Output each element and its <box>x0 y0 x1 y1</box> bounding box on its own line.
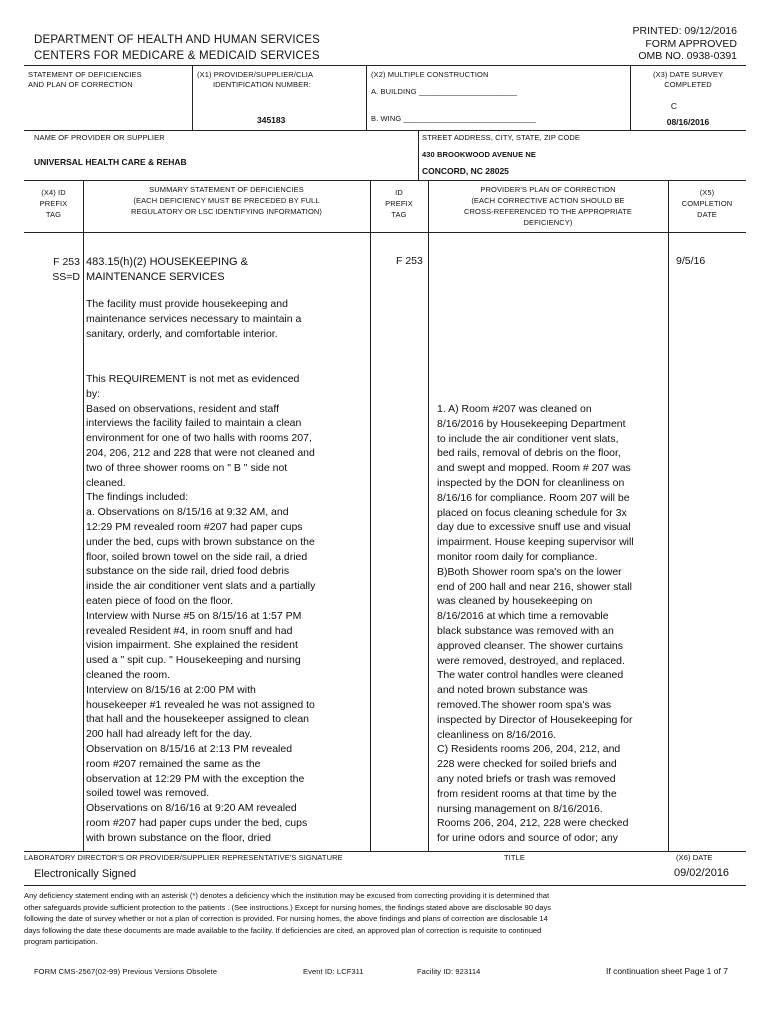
provider-id-label: IDENTIFICATION NUMBER: <box>213 80 311 89</box>
header-line: TAG <box>45 210 62 219</box>
signature-date: 09/02/2016 <box>674 867 730 879</box>
form-number: FORM CMS-2567(02-99) Previous Versions Obsolete <box>34 967 218 976</box>
column-divider <box>366 65 367 130</box>
findings-text: This REQUIREMENT is not met as evidenced by: Based on observations, resident and staff interviews the facility failed to maintain a clean environment for one of two halls with rooms 207, 204, 206, 212 and 228 that were not cleaned and two of three shower rooms on " B " side not cleaned. The findings included: a. Observations on 8/15/16 at 9:32 AM, and 12:29 PM revealed room #207 had paper cups under the bed, cups with brown substance on the floor, soiled brown towel on the side rail, a dried substance on the side rail, dried food debris inside the air conditioner vent slats and a partially eaten piece of food on the floor. Interview with Nurse #5 on 8/15/16 at 1:57 PM revealed Resident #4, in room snuff and had vision impairment. She explained the resident used a " spit cup. " Housekeeping and nursing cleaned the room. Interview on 8/15/16 at 2:00 PM with housekeeper #1 revealed he was not assigned to that hall and the housekeeper assigned to clean 200 hall had already left for the day. Observation on 8/15/16 at 2:13 PM revealed room #207 remained the same as the observation at 12:29 PM with the exception the soiled towel was removed. Observations on 8/16/16 at 9:20 AM revealed room #207 had paper cups under the bed, cups with brown substance on the floor, dried <box>86 373 316 844</box>
header-line: SUMMARY STATEMENT OF DEFICIENCIES <box>149 185 304 194</box>
street-address: 430 BROOKWOOD AVENUE NE <box>422 150 536 159</box>
header-line: CROSS-REFERENCED TO THE APPROPRIATE <box>464 207 632 216</box>
column-divider <box>192 65 193 130</box>
facility-id: Facility ID: 923114 <box>417 967 481 976</box>
provider-id-label: (X1) PROVIDER/SUPPLIER/CLIA <box>197 70 314 79</box>
date-survey-label: COMPLETED <box>664 80 712 89</box>
deficiency-title: 483.15(h)(2) HOUSEKEEPING & MAINTENANCE SERVICES <box>86 256 249 283</box>
signature-label: LABORATORY DIRECTOR'S OR PROVIDER/SUPPLIER REPRESENTATIVE'S SIGNATURE <box>24 853 343 862</box>
title-label: TITLE <box>504 853 525 862</box>
printed-date: PRINTED: 09/12/2016 <box>632 25 737 37</box>
omb-number: OMB NO. 0938-0391 <box>638 50 737 62</box>
table-row-divider <box>24 180 746 181</box>
header-line: PREFIX <box>385 199 413 208</box>
signature-date-label: (X6) DATE <box>676 853 713 862</box>
signature-bottom-border <box>24 885 746 886</box>
date-survey-label: (X3) DATE SURVEY <box>652 70 724 79</box>
multiple-construction-label: (X2) MULTIPLE CONSTRUCTION <box>371 70 489 79</box>
form-approved-label: FORM APPROVED <box>645 38 737 50</box>
requirement-text: The facility must provide housekeeping and maintenance services necessary to maintain a sanitary, orderly, and comfortable interior. <box>86 298 302 340</box>
department-name: DEPARTMENT OF HEALTH AND HUMAN SERVICES <box>34 34 320 46</box>
header-line: (X5) <box>699 188 715 197</box>
scope-severity: SS=D <box>52 271 80 283</box>
header-line: DATE <box>697 210 717 219</box>
column-divider <box>668 180 669 851</box>
provider-name-label: NAME OF PROVIDER OR SUPPLIER <box>34 133 165 142</box>
agency-name: CENTERS FOR MEDICARE & MEDICAID SERVICES <box>34 50 320 62</box>
table-top-border <box>24 65 746 66</box>
provider-name: UNIVERSAL HEALTH CARE & REHAB <box>34 157 187 167</box>
city-state-zip: CONCORD, NC 28025 <box>422 166 509 176</box>
plan-tag: F 253 <box>396 255 423 267</box>
header-line: (X4) ID <box>41 188 66 197</box>
provider-id-number: 345183 <box>257 115 286 125</box>
column-divider <box>83 180 84 851</box>
disclaimer-text: Any deficiency statement ending with an asterisk (*) denotes a deficiency which the institution may be excused from correcting providing it is determined that other safeguards provide sufficient protection to the patients . (See instructions.) Except for nursing homes, the findings stated above are disclosable 90 days following the date of survey whether or not a plan of correction is provided. For nursing homes, the above findings and plans of correction are disclosable 14 days following the date these documents are made available to the facility. If deficiencies are cited, an approved plan of correction is requisite to continued program participation. <box>24 891 552 947</box>
f-tag: F 253 <box>53 256 80 268</box>
header-line: REGULATORY OR LSC IDENTIFYING INFORMATION) <box>130 207 323 216</box>
event-id: Event ID: LCF311 <box>303 967 364 976</box>
header-line: PROVIDER'S PLAN OF CORRECTION <box>480 185 616 194</box>
x4-prefix-header <box>24 187 83 220</box>
id-prefix-header <box>370 187 428 220</box>
plan-of-correction-header <box>428 184 668 228</box>
building-label: A. BUILDING _______________________ <box>371 87 518 96</box>
wing-label: B. WING _______________________________ <box>371 114 536 123</box>
address-label: STREET ADDRESS, CITY, STATE, ZIP CODE <box>422 133 581 142</box>
statement-label: AND PLAN OF CORRECTION <box>28 80 133 89</box>
completion-date-header <box>668 187 746 220</box>
column-divider <box>370 180 371 851</box>
header-line: (EACH CORRECTIVE ACTION SHOULD BE <box>471 196 625 205</box>
signature-value: Electronically Signed <box>34 868 137 880</box>
deficiency-tag <box>46 255 80 285</box>
column-header-divider <box>24 232 746 233</box>
table-row-divider <box>24 130 746 131</box>
summary-header <box>83 184 370 217</box>
header-line: TAG <box>391 210 407 219</box>
completion-date: 9/5/16 <box>676 255 706 267</box>
table-bottom-border <box>24 851 746 852</box>
header-line: (EACH DEFICIENCY MUST BE PRECEDED BY FULL <box>133 196 320 205</box>
page-indicator: If continuation sheet Page 1 of 7 <box>606 966 728 976</box>
header-line: ID <box>395 188 403 197</box>
header-line: DEFICIENCY) <box>523 218 573 227</box>
column-divider <box>428 180 429 851</box>
plan-of-correction-text: 1. A) Room #207 was cleaned on 8/16/2016 by Housekeeping Department to include the air conditioner vent slats, bed rails, removal of debris on the floor, and swept and mopped. Room # 207 was inspected by the DON for cleanliness on 8/16/16 for compliance. Room 207 will be placed on focus cleaning schedule for 3x day due to excessive snuff use and visual impairment. House keeping supervisor will monitor room daily for compliance. B)Both Shower room spa's on the lower end of 200 hall and near 216, shower stall was cleaned by housekeeping on 8/16/2016 at which time a removable black substance was removed with an approved cleanser. The shower curtains were removed, destroyed, and replaced. The water control handles were cleaned and noted brown substance was removed.The shower room spa's was inspected by Director of Housekeeping for cleanliness on 8/16/2016. C) Residents rooms 206, 204, 212, and 228 were checked for soiled briefs and any noted briefs or trash was removed from resident rooms at that time by the nursing management on 8/16/2016. Rooms 206, 204, 212, 228 were checked for urine odors and source of odor; any <box>437 403 634 845</box>
header-line: PREFIX <box>39 199 68 208</box>
survey-code: C <box>670 101 678 111</box>
column-divider <box>418 130 419 180</box>
statement-label: STATEMENT OF DEFICIENCIES <box>28 70 142 79</box>
header-line: COMPLETION <box>681 199 733 208</box>
survey-date: 08/16/2016 <box>666 117 710 127</box>
